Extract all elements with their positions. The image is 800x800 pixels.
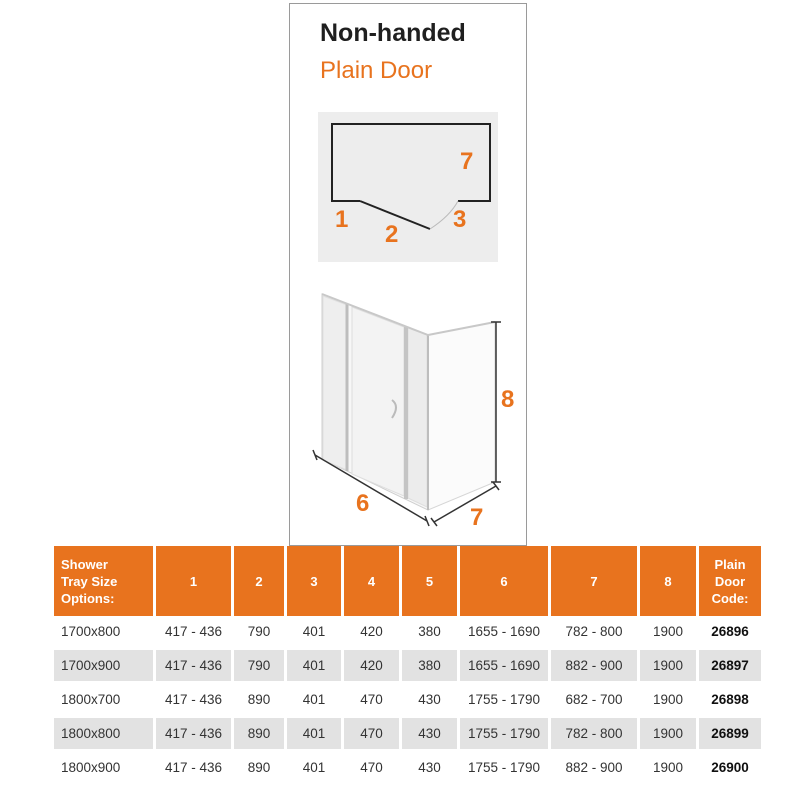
table-cell: 417 - 436 bbox=[156, 718, 231, 752]
table-cell: 890 bbox=[234, 752, 284, 786]
header-col-4: 4 bbox=[344, 546, 399, 616]
table-cell: 401 bbox=[287, 684, 341, 718]
door-code-cell: 26898 bbox=[699, 684, 761, 718]
table-cell: 380 bbox=[402, 616, 457, 650]
plan-label-3: 3 bbox=[453, 206, 467, 233]
table-header-row bbox=[54, 546, 761, 616]
table-cell: 430 bbox=[402, 752, 457, 786]
table-cell: 420 bbox=[344, 616, 399, 650]
door-code-cell: 26897 bbox=[699, 650, 761, 684]
product-diagram-card bbox=[289, 3, 527, 546]
table-row bbox=[54, 616, 761, 650]
elevation-label-7: 7 bbox=[470, 504, 484, 531]
header-col-8: 8 bbox=[640, 546, 696, 616]
table-row bbox=[54, 752, 761, 786]
table-cell: 401 bbox=[287, 718, 341, 752]
table-cell: 401 bbox=[287, 616, 341, 650]
table-cell: 1900 bbox=[640, 684, 696, 718]
dimensions-table bbox=[51, 546, 764, 786]
fixed-panel-right bbox=[408, 328, 427, 507]
table-cell: 1755 - 1790 bbox=[460, 718, 548, 752]
table-cell: 882 - 900 bbox=[551, 752, 637, 786]
table-cell: 417 - 436 bbox=[156, 684, 231, 718]
table-row bbox=[54, 718, 761, 752]
plan-label-7: 7 bbox=[460, 148, 474, 175]
card-title: Non-handed bbox=[320, 19, 466, 47]
header-door-code: Plain Door Code: bbox=[699, 546, 761, 616]
door-panel bbox=[352, 307, 404, 496]
table-row bbox=[54, 684, 761, 718]
table-cell: 417 - 436 bbox=[156, 752, 231, 786]
card-subtitle: Plain Door bbox=[320, 57, 433, 84]
table-cell: 417 - 436 bbox=[156, 616, 231, 650]
table-cell: 682 - 700 bbox=[551, 684, 637, 718]
header-col-6: 6 bbox=[460, 546, 548, 616]
plan-label-1: 1 bbox=[335, 206, 349, 233]
table-cell: 1655 - 1690 bbox=[460, 650, 548, 684]
table-cell: 890 bbox=[234, 718, 284, 752]
header-col-7: 7 bbox=[551, 546, 637, 616]
table-cell: 1900 bbox=[640, 650, 696, 684]
door-code-cell: 26900 bbox=[699, 752, 761, 786]
tray-size-cell: 1800x900 bbox=[54, 752, 153, 786]
table-cell: 882 - 900 bbox=[551, 650, 637, 684]
table-cell: 782 - 800 bbox=[551, 616, 637, 650]
elevation-label-6: 6 bbox=[356, 490, 370, 517]
table-cell: 401 bbox=[287, 752, 341, 786]
table-cell: 790 bbox=[234, 616, 284, 650]
table-cell: 430 bbox=[402, 718, 457, 752]
table-cell: 401 bbox=[287, 650, 341, 684]
door-code-cell: 26899 bbox=[699, 718, 761, 752]
table-cell: 1900 bbox=[640, 616, 696, 650]
tray-size-cell: 1800x800 bbox=[54, 718, 153, 752]
elevation-label-8: 8 bbox=[501, 386, 515, 413]
tray-size-cell: 1700x800 bbox=[54, 616, 153, 650]
table-cell: 790 bbox=[234, 650, 284, 684]
table-cell: 1900 bbox=[640, 752, 696, 786]
table-cell: 890 bbox=[234, 684, 284, 718]
table-cell: 380 bbox=[402, 650, 457, 684]
header-col-2: 2 bbox=[234, 546, 284, 616]
header-tray-size: Shower Tray Size Options: bbox=[54, 546, 153, 616]
table-cell: 470 bbox=[344, 752, 399, 786]
door-code-cell: 26896 bbox=[699, 616, 761, 650]
table-cell: 470 bbox=[344, 718, 399, 752]
header-col-3: 3 bbox=[287, 546, 341, 616]
table-cell: 1900 bbox=[640, 718, 696, 752]
table-cell: 470 bbox=[344, 684, 399, 718]
enclosure-side-face bbox=[428, 322, 495, 510]
table-cell: 1755 - 1790 bbox=[460, 684, 548, 718]
table-cell: 417 - 436 bbox=[156, 650, 231, 684]
fixed-panel-left bbox=[323, 296, 347, 470]
table-cell: 420 bbox=[344, 650, 399, 684]
plan-label-2: 2 bbox=[385, 221, 399, 248]
enclosure-elevation-svg bbox=[290, 4, 528, 547]
header-col-1: 1 bbox=[156, 546, 231, 616]
table-cell: 430 bbox=[402, 684, 457, 718]
tray-size-cell: 1700x900 bbox=[54, 650, 153, 684]
table-cell: 782 - 800 bbox=[551, 718, 637, 752]
table-row bbox=[54, 650, 761, 684]
tray-size-cell: 1800x700 bbox=[54, 684, 153, 718]
header-col-5: 5 bbox=[402, 546, 457, 616]
table-cell: 1755 - 1790 bbox=[460, 752, 548, 786]
table-cell: 1655 - 1690 bbox=[460, 616, 548, 650]
